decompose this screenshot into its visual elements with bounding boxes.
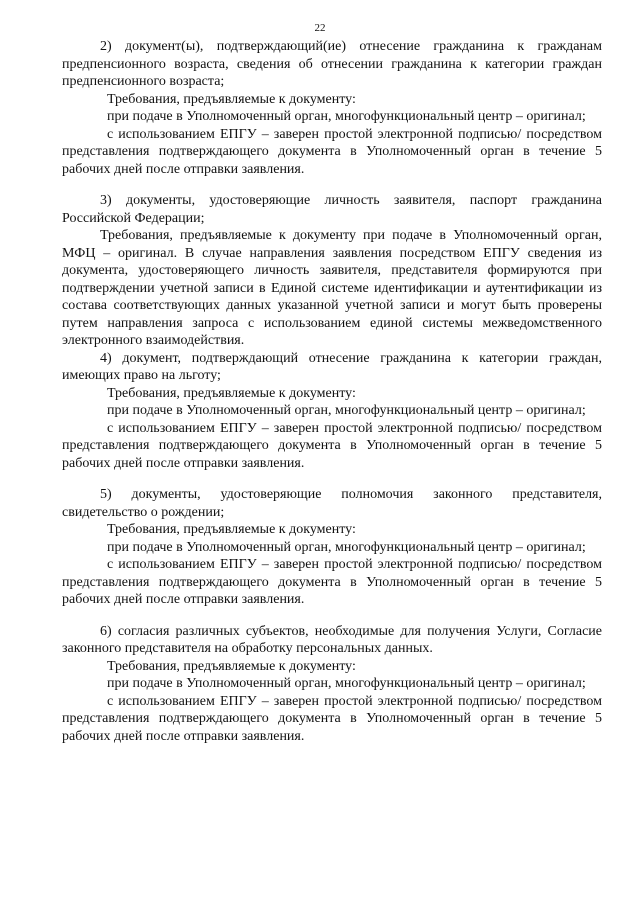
paragraph: 4) документ, подтверждающий отнесение гражданина к категории граждан, имеющих право на льготу; (62, 350, 602, 383)
paragraph: 6) согласия различных субъектов, необходимые для получения Услуги, Согласие законного представителя на обработку персональных данных. (62, 623, 602, 656)
paragraph: 2) документ(ы), подтверждающий(ие) отнесение гражданина к гражданам предпенсионного возраста, сведения об отнесении гражданина к категории граждан предпенсионного возраста; (62, 39, 602, 89)
page-number: 22 (314, 22, 326, 34)
document-body (62, 38, 602, 745)
paragraph: с использованием ЕПГУ – заверен простой электронной подписью/ посредством представления подтверждающего документа в Уполномоченный орган в течение 5 рабочих дней после отправки заявления. (62, 693, 602, 744)
paragraph: при подаче в Уполномоченный орган, многофункциональный центр – оригинал; (107, 403, 586, 418)
paragraph: при подаче в Уполномоченный орган, многофункциональный центр – оригинал; (107, 539, 586, 555)
paragraph: Требования, предъявляемые к документу при подаче в Уполномоченный орган, МФЦ – оригинал. В случае направления заявления посредством ЕПГУ сведения из документа, удостоверяющего личность заявителя, представителя формируются при подтверждении учетной записи в Единой системе идентификации и аутентификации из состава соответствующих данных указанной учетной записи и могут быть проверены путем направления запроса с использованием единой системы межведомственного электронного взаимодействия. (62, 228, 602, 348)
paragraph: 3) документы, удостоверяющие личность заявителя, паспорт гражданина Российской Федерации; (62, 193, 602, 226)
paragraph: с использованием ЕПГУ – заверен простой электронной подписью/ посредством представления подтверждающего документа в Уполномоченный орган в течение 5 рабочих дней после отправки заявления. (62, 126, 602, 177)
paragraph: при подаче в Уполномоченный орган, многофункциональный центр – оригинал; (107, 109, 586, 124)
paragraph: при подаче в Уполномоченный орган, многофункциональный центр – оригинал; (107, 676, 586, 691)
paragraph: Требования, предъявляемые к документу: (107, 522, 356, 537)
paragraph: с использованием ЕПГУ – заверен простой электронной подписью/ посредством представления подтверждающего документа в Уполномоченный орган в течение 5 рабочих дней после отправки заявления. (62, 557, 602, 607)
paragraph: с использованием ЕПГУ – заверен простой электронной подписью/ посредством представления подтверждающего документа в Уполномоченный орган в течение 5 рабочих дней после отправки заявления. (62, 420, 602, 471)
paragraph: Требования, предъявляемые к документу: (107, 385, 356, 401)
paragraph: Требования, предъявляемые к документу: (107, 91, 356, 107)
paragraph: 5) документы, удостоверяющие полномочия законного представителя, свидетельство о рождении; (62, 487, 602, 520)
paragraph: Требования, предъявляемые к документу: (107, 658, 356, 674)
